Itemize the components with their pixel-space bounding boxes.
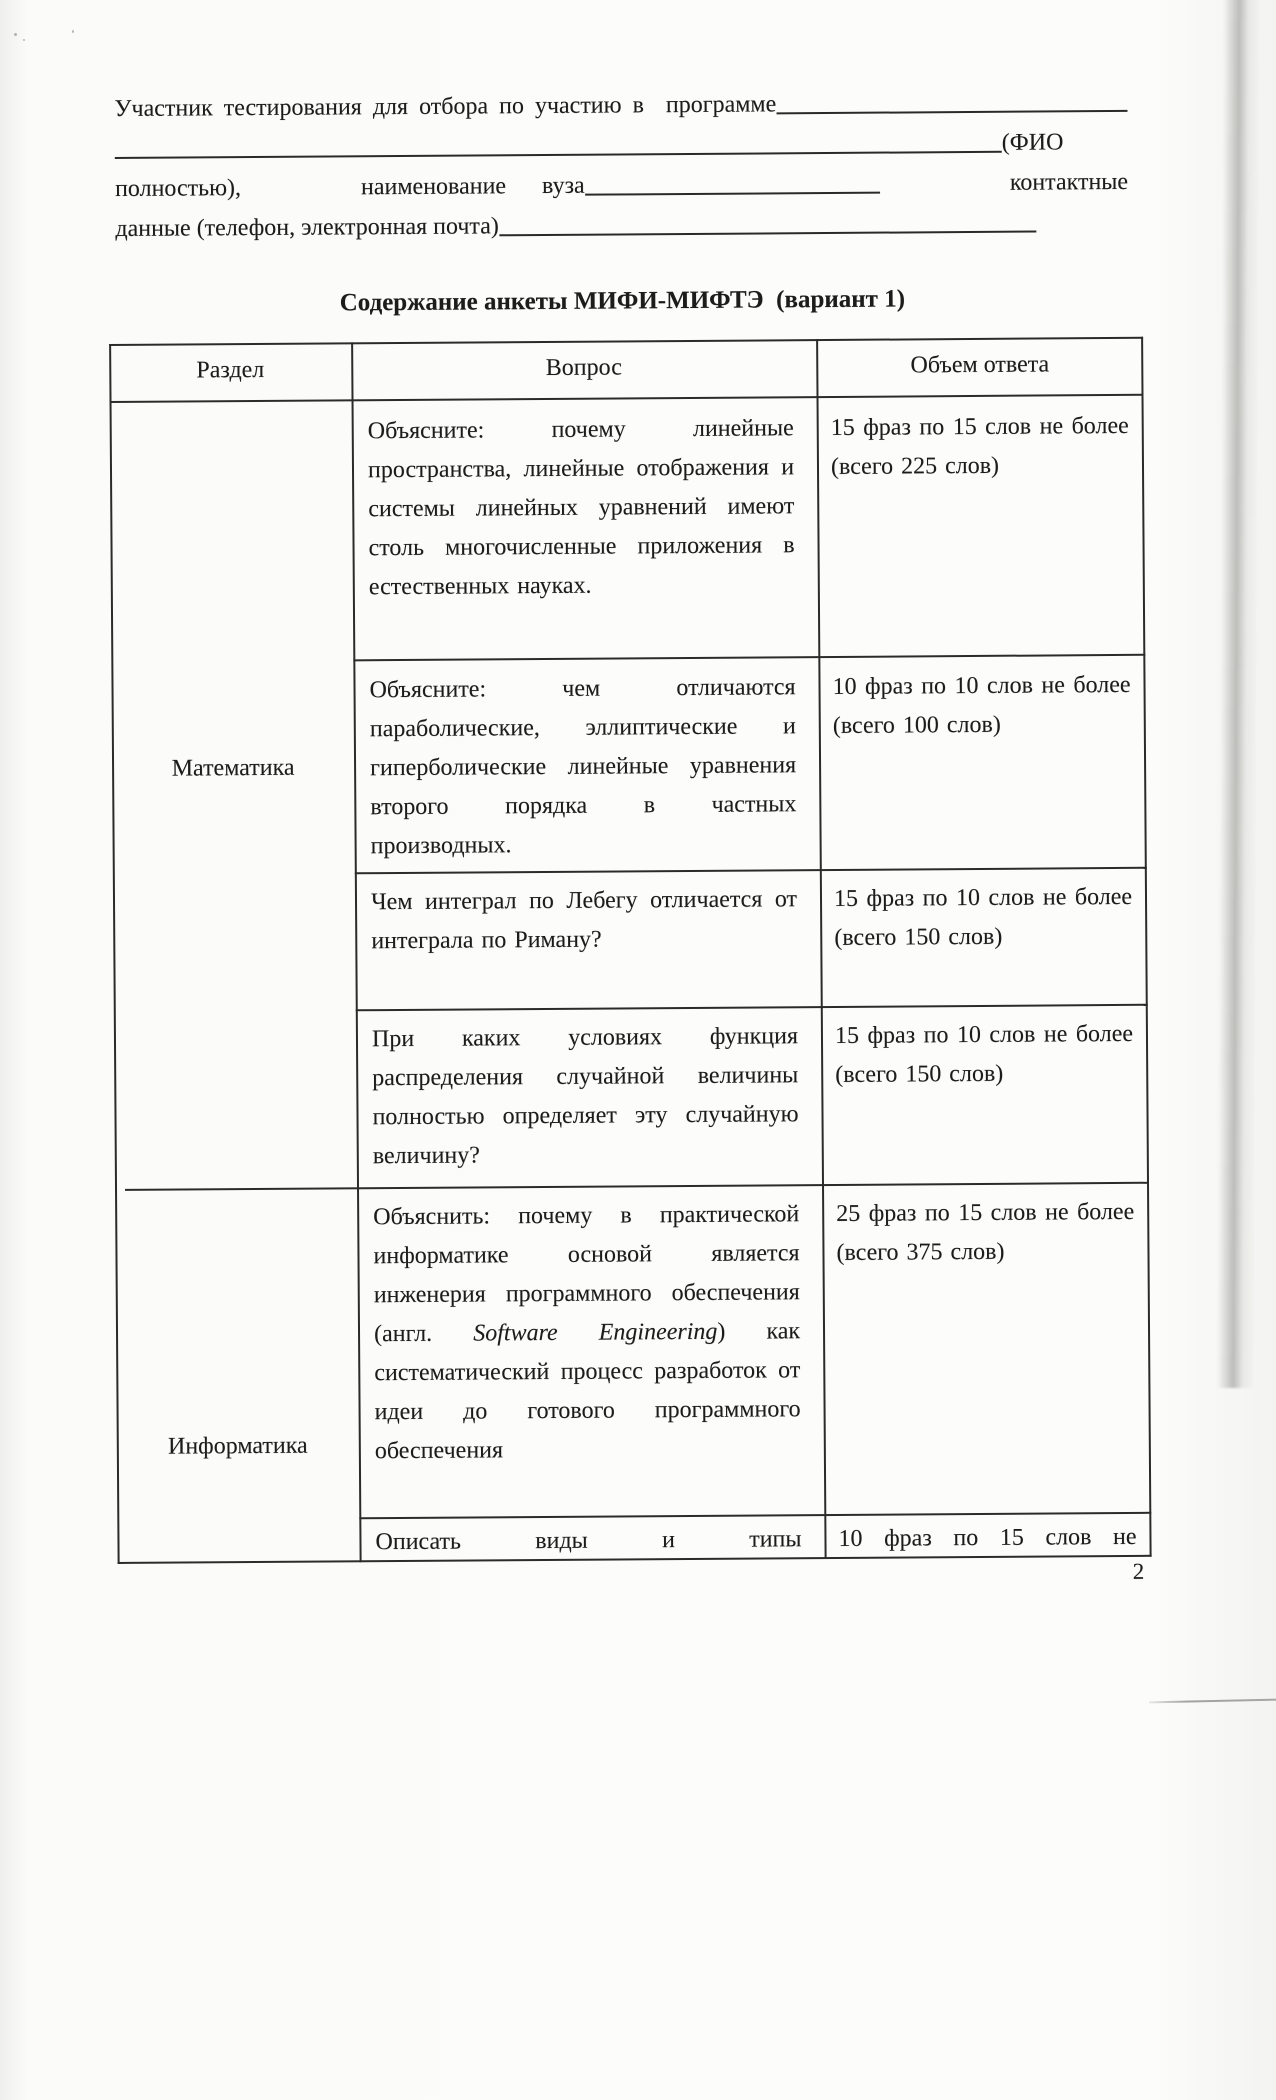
- header-word-naimenovanie: наименование: [360, 173, 507, 201]
- question-cell-truncated: Описать виды и типы: [375, 1526, 802, 1556]
- question-cell: [373, 1195, 801, 1471]
- header-paragraph: [114, 79, 1128, 246]
- section-separator: [125, 1182, 1149, 1191]
- table-divider-col1: [351, 342, 362, 1562]
- row-separator: [353, 654, 1145, 662]
- section-label-matematika: Математика: [171, 754, 295, 782]
- row-separator: [355, 867, 1147, 875]
- answer-cell: 15 фраз по 10 слов не более (всего 150 слов): [833, 883, 1133, 951]
- question-text-latin-italic: Software Engineering: [473, 1318, 718, 1347]
- question-cell: Чем интеграл по Лебегу отличается от интеграла по Риману?: [370, 886, 798, 955]
- header-line-program: [114, 79, 1127, 126]
- answer-cell: 25 фраз по 15 слов не более (всего 375 слов): [836, 1198, 1135, 1266]
- table-border-right: [1141, 337, 1152, 1557]
- table-border-top: [109, 337, 1143, 346]
- header-line-fio: [115, 119, 1128, 166]
- header-word-polnostyu: полностью),: [114, 175, 242, 202]
- answer-cell: 10 фраз по 10 слов не более (всего 100 слов): [832, 671, 1131, 739]
- table-border-left: [109, 344, 120, 1564]
- row-separator: [356, 1004, 1148, 1012]
- document-title: Содержание анкеты МИФИ-МИФТЭ (вариант 1): [339, 285, 906, 317]
- answer-cell-truncated: 10 фраз по 15 слов не: [838, 1523, 1137, 1552]
- question-cell: Объясните: чем отличаются параболические, эллиптические и гиперболические линейные уравнения второго порядка в частных производных.: [369, 674, 797, 860]
- answer-cell: 15 фраз по 10 слов не более (всего 150 слов): [834, 1020, 1134, 1088]
- header-line-contacts: [115, 199, 1128, 246]
- table-header-rule: [110, 394, 1144, 403]
- blank-field-contacts: [499, 231, 1037, 237]
- question-text-post: ) как систематический процесс разработок от идеи до готового программного обеспечения: [374, 1318, 801, 1465]
- table-divider-col2: [816, 339, 827, 1559]
- blank-field-program: [776, 110, 1127, 114]
- question-cell: Объясните: почему линейные пространства, линейные отображения и системы линейных уравнений имеют столь многочисленные приложения в естественных науках.: [367, 415, 795, 601]
- fio-label: (ФИО: [1001, 129, 1064, 156]
- header-word-kontaktnye: контактные: [1009, 168, 1129, 196]
- header-line1-text: Участник тестирования для отбора по участию в программе: [114, 91, 777, 122]
- questionnaire-table: [109, 337, 1152, 1566]
- column-header-razdel: Раздел: [196, 356, 265, 384]
- section-label-informatika: Информатика: [167, 1432, 308, 1460]
- question-cell: При каких условиях функция распределения случайной величины полностью определяет эту случайную величину?: [371, 1023, 799, 1170]
- blank-field-vuz: [585, 192, 880, 196]
- header-line-vuz: [115, 159, 1128, 206]
- column-header-obem: Объем ответа: [910, 351, 1050, 379]
- page-number: 2: [1132, 1558, 1145, 1584]
- column-header-vopros: Вопрос: [545, 354, 622, 381]
- blank-field-fio: [115, 151, 1002, 159]
- answer-cell: 15 фраз по 15 слов не более (всего 225 слов): [830, 412, 1129, 480]
- header-line4-text: данные (телефон, электронная почта): [115, 213, 499, 242]
- header-word-vuza: вуза: [541, 172, 585, 199]
- question-text-pre: Объяснить: почему в практической информатике основой является инженерия программного обеспечения (англ.: [373, 1201, 800, 1348]
